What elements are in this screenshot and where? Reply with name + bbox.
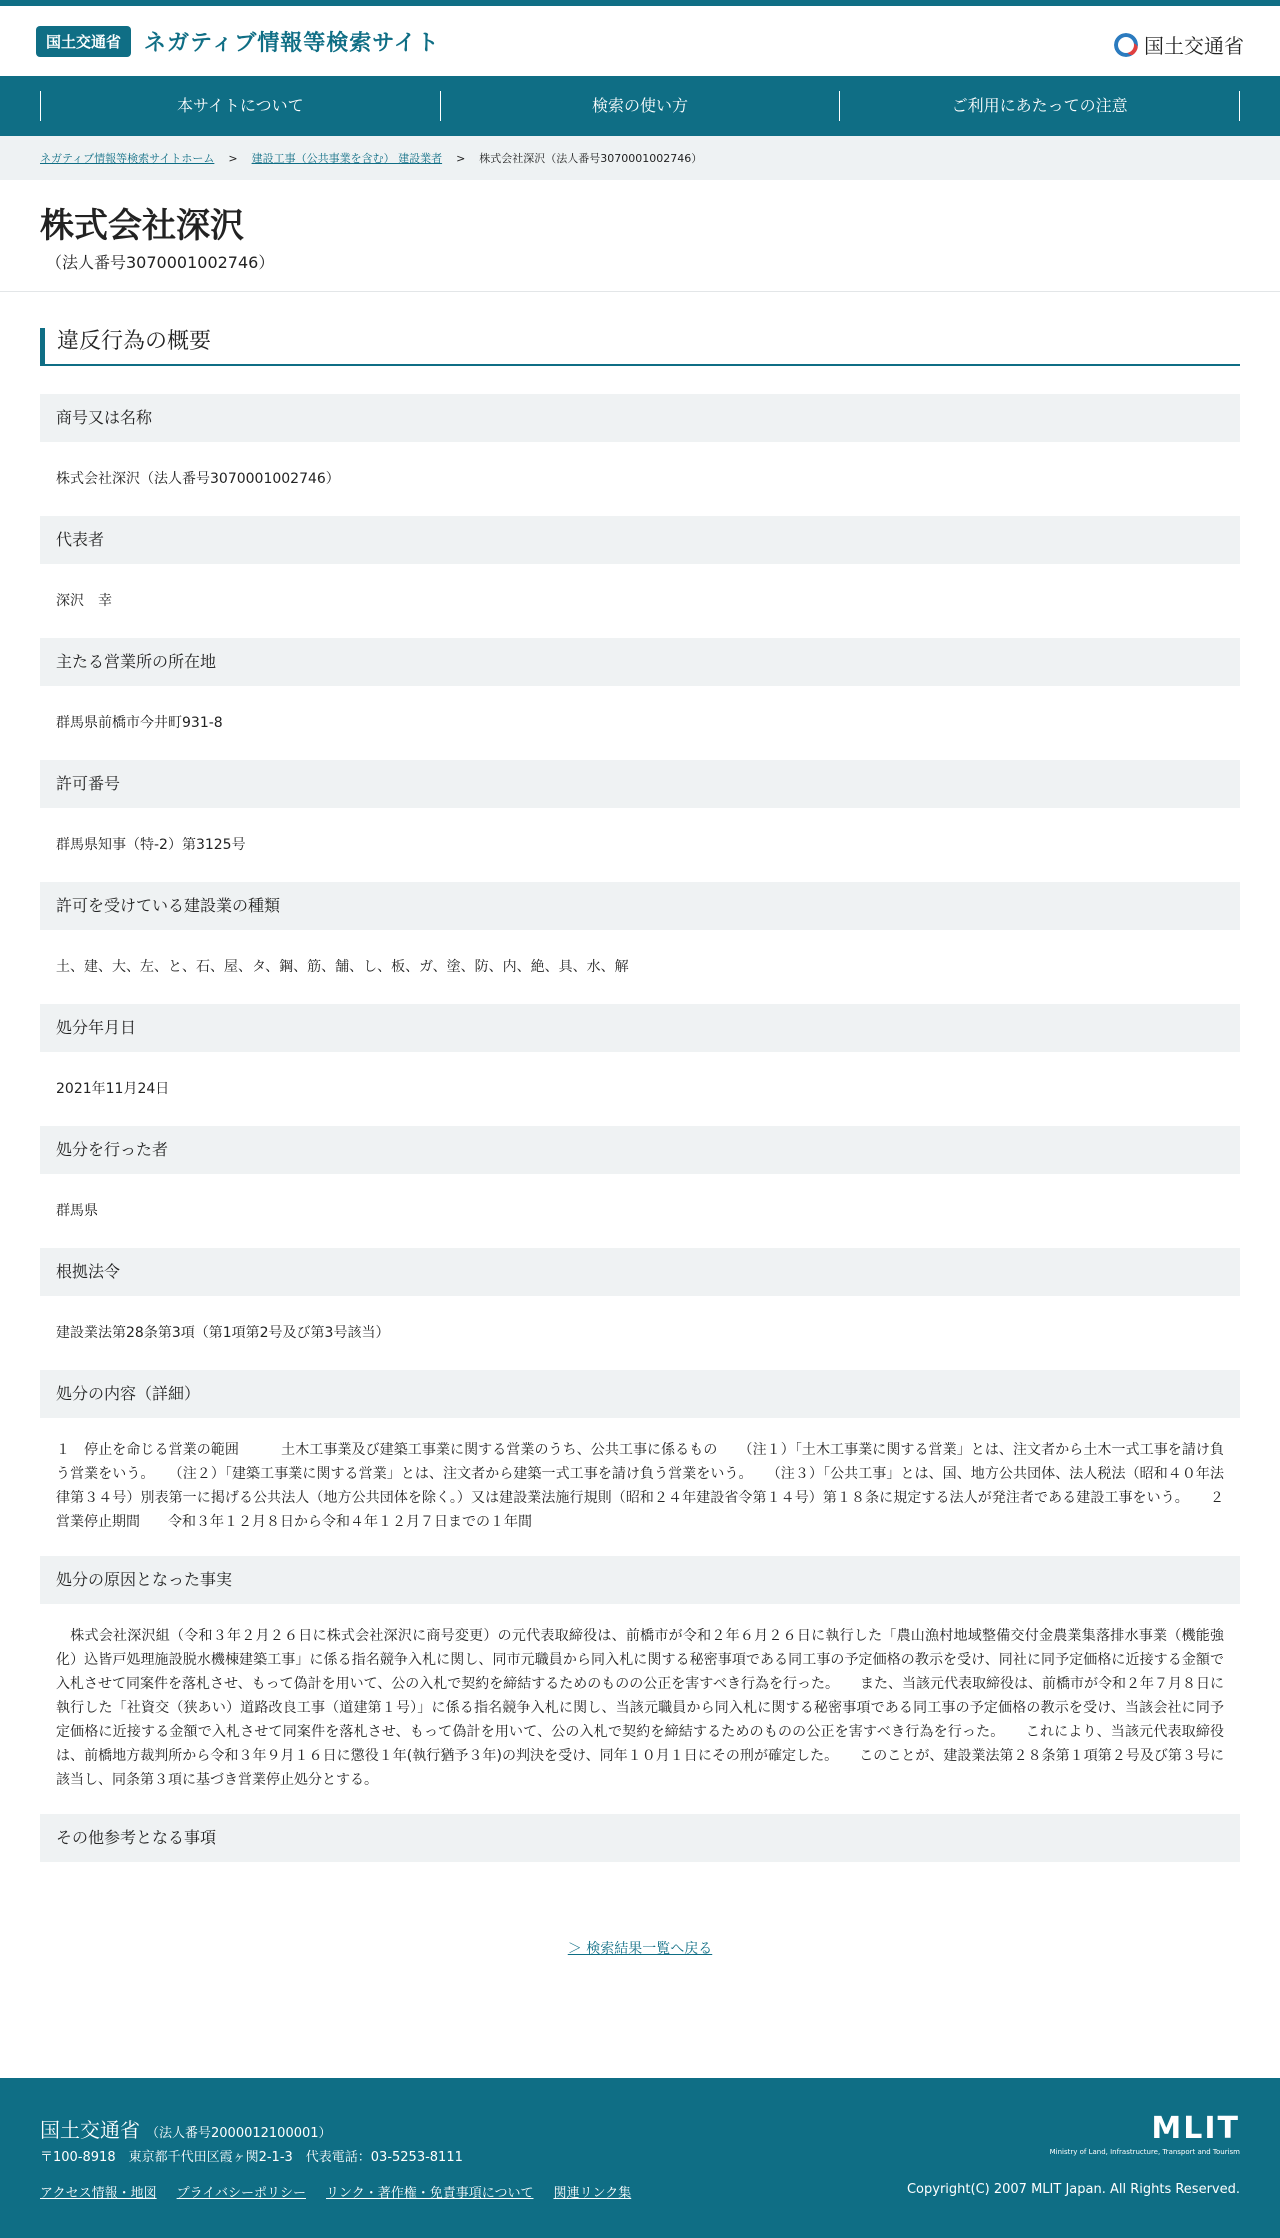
- detail-item-disposition-date: [40, 1004, 1240, 1126]
- detail-label: 主たる営業所の所在地: [40, 638, 1240, 686]
- detail-label: 処分を行った者: [40, 1126, 1240, 1174]
- detail-value: 深沢 幸: [56, 593, 112, 609]
- detail-item-other-references: [40, 1814, 1240, 1862]
- detail-value: 建設業法第28条第3項（第1項第2号及び第3号該当）: [56, 1325, 390, 1341]
- footer-link-copyright[interactable]: リンク・著作権・免責事項について: [325, 2186, 534, 2201]
- footer-address: 〒100-8918 東京都千代田区霞ヶ関2-1-3 代表電話：03-5253-8111: [40, 2150, 463, 2165]
- breadcrumb-separator: >: [228, 151, 238, 165]
- detail-label: 商号又は名称: [40, 394, 1240, 442]
- global-nav: [0, 76, 1280, 136]
- copyright: Copyright(C) 2007 MLIT Japan. All Rights Reserved.: [906, 2182, 1240, 2197]
- section-title: 違反行為の概要: [40, 328, 1240, 366]
- detail-value: 土、建、大、左、と、石、屋、タ、鋼、筋、舗、し、板、ガ、塗、防、内、絶、具、水、解: [56, 959, 629, 975]
- detail-item-cause-facts: [40, 1556, 1240, 1814]
- detail-label: 処分年月日: [40, 1004, 1240, 1052]
- site-footer: [0, 2078, 1280, 2238]
- ministry-logo-text: 国土交通省: [1144, 34, 1244, 58]
- footer-link-privacy[interactable]: プライバシーポリシー: [176, 2186, 306, 2201]
- ministry-logo-icon: [1114, 33, 1138, 57]
- nav-item-how-to-search[interactable]: 検索の使い方: [440, 91, 840, 121]
- mlit-logo-subtitle: Ministry of Land, Infrastructure, Transport and Tourism: [1049, 2148, 1240, 2156]
- detail-item-license-types: [40, 882, 1240, 1004]
- detail-item-disposing-authority: [40, 1126, 1240, 1248]
- back-to-results-link[interactable]: ＞ 検索結果一覧へ戻る: [567, 1941, 713, 1957]
- company-title-area: [0, 180, 1280, 292]
- breadcrumb-home-link[interactable]: ネガティブ情報等検索サイトホーム: [40, 152, 215, 165]
- footer-org-name: 国土交通省: [40, 2118, 140, 2142]
- ministry-logo[interactable]: [1114, 30, 1244, 59]
- breadcrumb: [0, 136, 1280, 180]
- nav-item-usage-notes[interactable]: ご利用にあたっての注意: [839, 91, 1240, 121]
- detail-value: １ 停止を命じる営業の範囲 土木工事業及び建築工事業に関する営業のうち、公共工事に係るもの （注１）「土木工事業に関する営業」とは、注文者から土木一式工事を請け負う営業をいう。 （注２）「建築工事業に関する営業」とは、注文者から建築一式工事を請け負う営業をいう。 （注３）「公共工事」とは、国、地方公共団体、法人税法（昭和４０年法律第３４号）別表第一に掲げる公共法人（地方公共団体を除く。）又は建設業法施行規則（昭和２４年建設省令第１４号）第１８条に規定する法人が発注者である建設工事をいう。 ２ 営業停止期間 令和３年１２月８日から令和４年１２月７日までの１年間: [56, 1442, 1238, 1530]
- ministry-badge[interactable]: 国土交通省: [36, 26, 131, 57]
- company-name: 株式会社深沢: [40, 206, 244, 246]
- site-header: [0, 6, 1280, 76]
- breadcrumb-current: 株式会社深沢（法人番号3070001002746）: [479, 152, 703, 165]
- detail-value: 株式会社深沢（法人番号3070001002746）: [56, 471, 340, 487]
- corp-number: （法人番号3070001002746）: [46, 253, 275, 272]
- detail-label: 処分の内容（詳細）: [40, 1370, 1240, 1418]
- detail-value: 株式会社深沢組（令和３年２月２６日に株式会社深沢に商号変更）の元代表取締役は、前橋市が令和２年６月２６日に執行した「農山漁村地域整備交付金農業集落排水事業（機能強化）込皆戸処理施設脱水機棟建築工事」に係る指名競争入札に関し、同市元職員から同入札に関する秘密事項である同工事の予定価格の教示を受け、同社に同予定価格に近接する金額で入札させて同案件を落札させ、もって偽計を用いて、公の入札で契約を締結するためのものの公正を害すべき行為を行った。 また、当該元代表取締役は、前橋市が令和２年７月８日に執行した「社資交（狭あい）道路改良工事（道建第１号）」に係る指名競争入札に関し、当該元職員から同入札に関する秘密事項である同工事の予定価格の教示を受け、当該会社に同予定価格に近接する金額で入札させて同案件を落札させ、もって偽計を用いて、公の入札で契約を締結するためのものの公正を害すべき行為を行った。 これにより、当該元代表取締役は、前橋地方裁判所から令和３年９月１６日に懲役１年(執行猶予３年)の判決を受け、同年１０月１日にその刑が確定した。 このことが、建設業法第２８条第１項第２号及び第３号に該当し、同条第３項に基づき営業停止処分とする。: [56, 1628, 1225, 1788]
- detail-label: 代表者: [40, 516, 1240, 564]
- detail-value: 群馬県: [56, 1203, 98, 1219]
- detail-value: 群馬県前橋市今井町931-8: [56, 715, 223, 731]
- footer-link-access[interactable]: アクセス情報・地図: [40, 2186, 157, 2201]
- detail-item-trade-name: [40, 394, 1240, 516]
- detail-label: 根拠法令: [40, 1248, 1240, 1296]
- footer-org: [40, 2114, 332, 2143]
- detail-value: 2021年11月24日: [56, 1081, 170, 1097]
- breadcrumb-category-link[interactable]: 建設工事（公共事業を含む） 建設業者: [251, 152, 443, 165]
- footer-org-number: （法人番号2000012100001）: [146, 2126, 332, 2141]
- nav-item-about[interactable]: 本サイトについて: [40, 91, 440, 121]
- mlit-logo[interactable]: [1049, 2111, 1240, 2156]
- detail-label: 許可を受けている建設業の種類: [40, 882, 1240, 930]
- detail-item-address: [40, 638, 1240, 760]
- detail-item-legal-basis: [40, 1248, 1240, 1370]
- breadcrumb-separator: >: [456, 151, 466, 165]
- detail-item-representative: [40, 516, 1240, 638]
- detail-item-disposition-details: [40, 1370, 1240, 1556]
- footer-links: [40, 2182, 631, 2201]
- back-to-results: [40, 1938, 1240, 1958]
- detail-label: 処分の原因となった事実: [40, 1556, 1240, 1604]
- detail-value: 群馬県知事（特-2）第3125号: [56, 837, 246, 853]
- detail-label: その他参考となる事項: [40, 1814, 1240, 1862]
- footer-link-related[interactable]: 関連リンク集: [553, 2186, 632, 2201]
- detail-item-license-number: [40, 760, 1240, 882]
- site-title[interactable]: ネガティブ情報等検索サイト: [144, 31, 440, 56]
- detail-label: 許可番号: [40, 760, 1240, 808]
- main-content: [0, 292, 1280, 1958]
- mlit-logo-wordmark: MLIT: [1151, 2111, 1240, 2146]
